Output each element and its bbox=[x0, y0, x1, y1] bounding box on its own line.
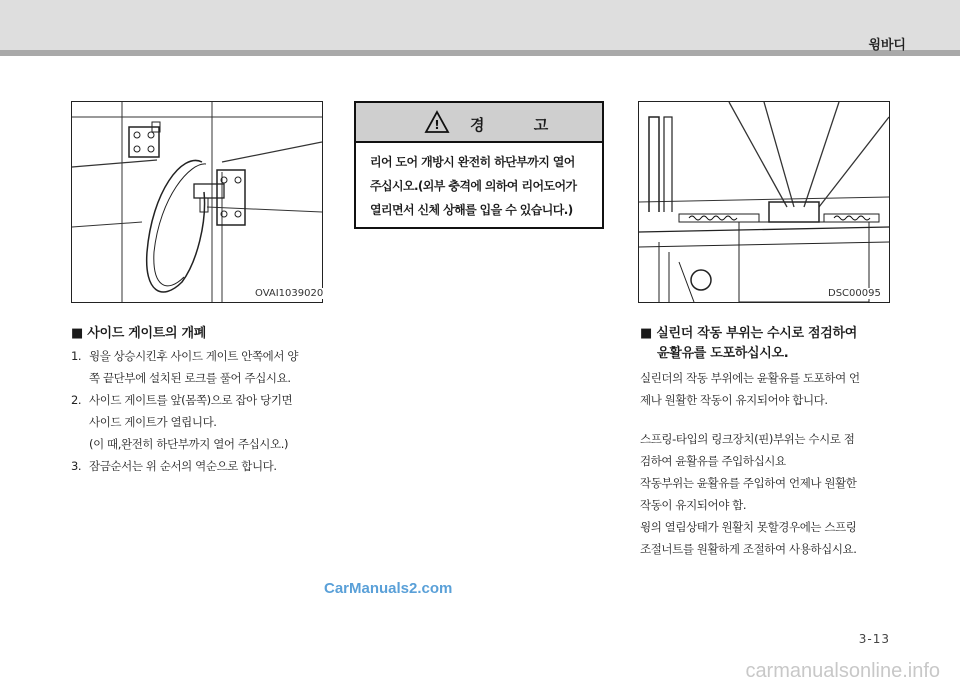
step-number: 2. bbox=[71, 393, 82, 407]
left-figure-code: OVAI1039020 bbox=[255, 288, 324, 299]
cylinder-spring-photo bbox=[638, 101, 890, 303]
step-line: 사이드 게이트가 열립니다. bbox=[89, 415, 217, 429]
right-figure-code: DSC00095 bbox=[828, 288, 881, 299]
warning-line: 리어 도어 개방시 완전히 하단부까지 열어 bbox=[370, 155, 575, 169]
step-line: 사이드 게이트를 앞(몸쪽)으로 잡아 당기면 bbox=[89, 393, 293, 407]
step-line: 윙을 상승시킨후 사이드 게이트 안쪽에서 양 bbox=[89, 349, 299, 363]
chapter-title: 윙바디 bbox=[868, 38, 906, 53]
warning-title: 경 고 bbox=[470, 116, 571, 134]
left-section-heading: ■ 사이드 게이트의 개폐 bbox=[71, 326, 206, 341]
step-text bbox=[89, 345, 329, 389]
paragraph-line: 검하여 윤활유를 주입하십시요 bbox=[640, 454, 786, 468]
page-header-band bbox=[0, 0, 960, 50]
step-line: 쪽 끝단부에 설치된 로크를 풀어 주십시요. bbox=[89, 371, 291, 385]
paragraph-line: 작동부위는 윤활유를 주입하여 언제나 원활한 bbox=[640, 476, 857, 490]
footer-watermark: carmanualsonline.info bbox=[745, 660, 940, 682]
step-number: 3. bbox=[71, 459, 82, 473]
paragraph-line: 제나 원활한 작동이 유지되어야 합니다. bbox=[640, 393, 828, 407]
paragraph-line: 실린더의 작동 부위에는 윤활유를 도포하여 언 bbox=[640, 371, 860, 385]
right-section-heading-cont: 윤활유를 도포하십시오. bbox=[657, 346, 789, 361]
paragraph-line: 스프링-타입의 링크장치(핀)부위는 수시로 점 bbox=[640, 432, 855, 446]
cylinder-paragraph bbox=[640, 367, 890, 411]
svg-text:!: ! bbox=[434, 118, 440, 132]
step-line: (이 때,완전히 하단부까지 열어 주십시오.) bbox=[89, 437, 289, 451]
warning-line: 열리면서 신체 상해를 입을 수 있습니다.) bbox=[370, 203, 573, 217]
warning-triangle-icon bbox=[424, 110, 450, 134]
step-line: 잠금순서는 위 순서의 역순으로 합니다. bbox=[89, 459, 277, 473]
header-rule bbox=[0, 50, 960, 56]
paragraph-line: 작동이 유지되어야 함. bbox=[640, 498, 747, 512]
cylinder-illustration bbox=[639, 102, 889, 302]
warning-text bbox=[370, 150, 600, 222]
side-gate-illustration bbox=[72, 102, 322, 302]
warning-line: 주십시오.(외부 충격에 의하여 리어도어가 bbox=[370, 179, 577, 193]
paragraph-line: 조절너트를 원활하게 조절하여 사용하십시요. bbox=[640, 542, 857, 556]
step-number: 1. bbox=[71, 349, 82, 363]
spring-paragraph bbox=[640, 428, 890, 560]
step-text bbox=[89, 455, 329, 477]
step-text bbox=[89, 389, 329, 455]
paragraph-line: 윙의 열림상태가 원활치 못할경우에는 스프링 bbox=[640, 520, 857, 534]
watermark-link[interactable]: CarManuals2.com bbox=[324, 580, 453, 597]
page-number: 3-13 bbox=[858, 632, 890, 646]
side-gate-lock-photo bbox=[71, 101, 323, 303]
right-section-heading: ■ 실린더 작동 부위는 수시로 점검하여 bbox=[640, 326, 857, 341]
